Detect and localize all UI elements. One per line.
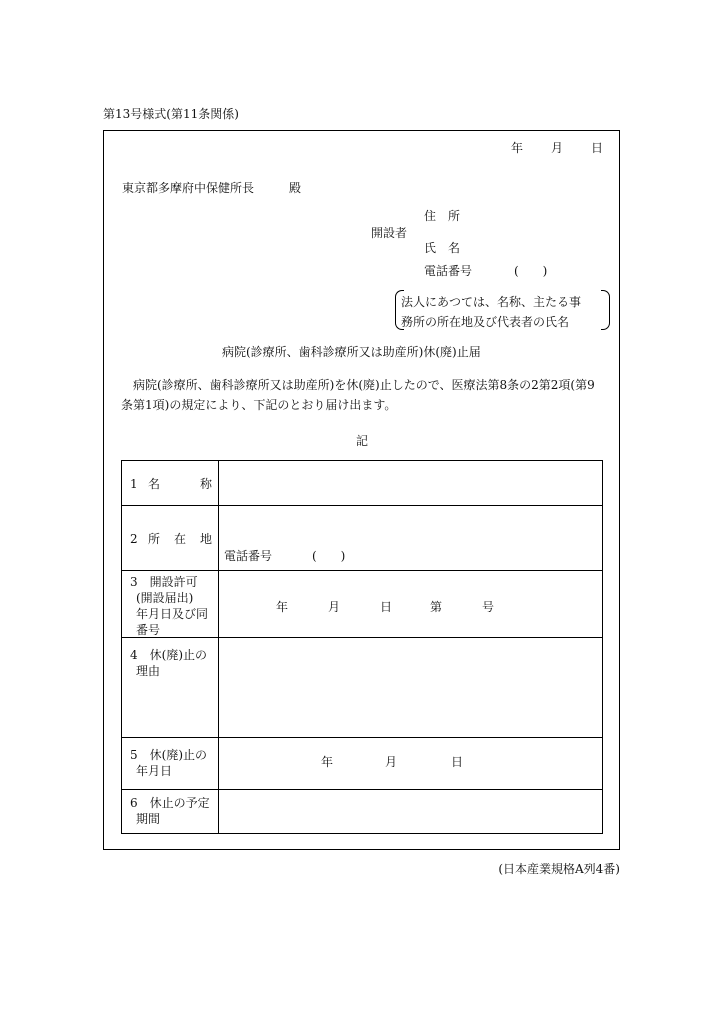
applicant-phone-paren: ( ) <box>514 264 548 278</box>
table-row-reason <box>122 638 603 738</box>
row5-year: 年 <box>321 755 334 769</box>
footer-spec: (日本産業規格A列4番) <box>498 862 620 876</box>
row2-num: 2 <box>130 532 138 546</box>
applicant-address-label: 住 所 <box>424 209 461 223</box>
row4-label <box>122 638 219 738</box>
row1-label-b: 称 <box>200 477 213 491</box>
row1-label-a: 名 <box>148 477 161 491</box>
row4-label-line2: 理由 <box>136 664 161 678</box>
row5-label <box>122 738 219 790</box>
row3-year: 年 <box>276 600 289 614</box>
applicant-name-label: 氏 名 <box>424 241 461 255</box>
body-text-line1: 病院(診療所、歯科診療所又は助産所)を休(廃)止したので、医療法第8条の2第2項(第9 <box>133 378 595 392</box>
date-month-label: 月 <box>551 141 564 155</box>
row2-label <box>122 506 219 571</box>
row2-phone-paren: ( ) <box>312 549 346 563</box>
date-year-label: 年 <box>511 141 524 155</box>
row5-label-line2: 年月日 <box>136 764 173 778</box>
row3-label <box>122 571 219 638</box>
row2-label-c: 地 <box>200 532 213 546</box>
row4-value[interactable] <box>219 638 603 738</box>
row6-label-line1: 6 休止の予定 <box>130 796 210 810</box>
table-row-date <box>122 738 603 790</box>
corporate-note-line2: 務所の所在地及び代表者の氏名 <box>401 315 570 329</box>
row3-month: 月 <box>328 600 341 614</box>
corporate-note <box>395 290 610 330</box>
row3-label-line1: 3 開設許可 <box>130 575 198 589</box>
bracket-right <box>601 290 610 330</box>
row4-label-line1: 4 休(廃)止の <box>130 648 207 662</box>
row1-num: 1 <box>130 477 138 491</box>
row2-value[interactable] <box>219 506 603 571</box>
row6-label-line2: 期間 <box>136 812 161 826</box>
row3-day: 日 <box>380 600 393 614</box>
row6-value[interactable] <box>219 790 603 834</box>
row5-month: 月 <box>385 755 398 769</box>
table-row-location <box>122 506 603 571</box>
record-heading: 記 <box>356 434 369 448</box>
row3-label-line3: 年月日及び同 <box>136 607 209 621</box>
form-number: 第13号様式(第11条関係) <box>103 107 239 121</box>
row2-phone-label: 電話番号 <box>224 549 273 563</box>
corporate-note-line1: 法人にあつては、名称、主たる事 <box>401 295 582 309</box>
row3-value[interactable] <box>219 571 603 638</box>
applicant-phone-label: 電話番号 <box>424 264 473 278</box>
row2-label-a: 所 <box>148 532 161 546</box>
details-table <box>121 460 603 834</box>
table-row-permit <box>122 571 603 638</box>
body-text <box>121 375 601 415</box>
table-row-period <box>122 790 603 834</box>
row5-label-line1: 5 休(廃)止の <box>130 748 207 762</box>
form-title: 病院(診療所、歯科診療所又は助産所)休(廃)止届 <box>222 345 481 359</box>
row3-label-line2: (開設届出) <box>136 591 194 605</box>
table-row-name <box>122 461 603 506</box>
row2-label-b: 在 <box>174 532 187 546</box>
row1-value[interactable] <box>219 461 603 506</box>
addressee-honorific: 殿 <box>289 181 302 195</box>
body-text-line2: 条第1項)の規定により、下記のとおり届け出ます。 <box>121 398 397 412</box>
applicant-label: 開設者 <box>371 226 408 240</box>
row5-day: 日 <box>451 755 464 769</box>
row3-dai: 第 <box>430 600 443 614</box>
row6-label <box>122 790 219 834</box>
row3-label-line4: 番号 <box>136 623 161 637</box>
row1-label <box>122 461 219 506</box>
row3-gou: 号 <box>482 600 495 614</box>
row5-value[interactable] <box>219 738 603 790</box>
date-day-label: 日 <box>591 141 604 155</box>
addressee-name: 東京都多摩府中保健所長 <box>122 181 255 195</box>
